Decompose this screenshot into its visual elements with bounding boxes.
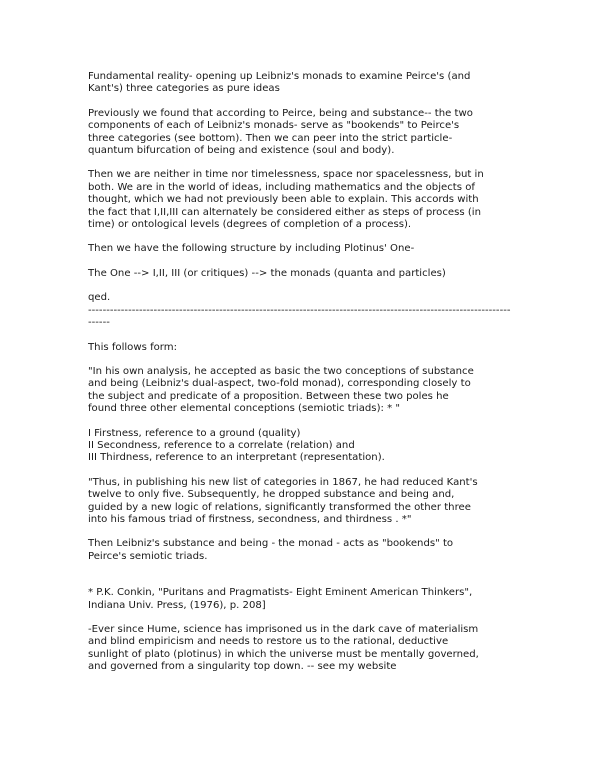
paragraph-hume: -Ever since Hume, science has imprisoned us in the dark cave of materialism and blind empiricism and needs to restore us to the rational, deductive sunlight of plato (plotinus) in which the universe must be mentally governed, and governed from a singularity top down. -- see my website [88,624,479,673]
dashed-divider: -------------------------------------------------------------------------------------------------------------------- ------ [88,304,511,329]
paragraph-qed: qed. [88,292,111,304]
paragraph-the-one: The One --> I,II, III (or critiques) --> the monads (quanta and particles) [88,267,446,279]
categories-list: I Firstness, reference to a ground (quality) II Secondness, reference to a correlate (relation) and III Thirdness, reference to an interpretant (representation). [88,427,385,464]
footnote-citation: * P.K. Conkin, "Puritans and Pragmatists- Eight Eminent American Thinkers", Indiana Univ. Press, (1976), p. 208] [88,587,473,611]
paragraph-monad-bookends: Then Leibniz's substance and being - the monad - acts as "bookends" to Peirce's semiotic triads. [88,538,454,562]
document-page [88,71,518,674]
quote-analysis: "In his own analysis, he accepted as basic the two conceptions of substance and being (Leibniz's dual-aspect, two-fold monad), corresponding closely to the subject and predicate of a proposition. Between these two poles he found three other elemental conceptions (semiotic triads): * " [88,365,474,415]
document-title: Fundamental reality- opening up Leibniz's monads to examine Peirce's (and Kant's) three categories as pure ideas [88,71,471,95]
paragraph-time-timelessness: Then we are neither in time nor timelessness, space nor spacelessness, but in both. We are in the world of ideas, including mathematics and the objects of thought, which we had not previously been able to explain. This accords with the fact that I,II,III can alternately be considered either as steps of process (in time) or ontological levels (degrees of completion of a process). [88,169,484,231]
quote-categories-1867: "Thus, in publishing his new list of categories in 1867, he had reduced Kant's twelve to only five. Subsequently, he dropped substance and being and, guided by a new logic of relations, significantly transformed the other three into his famous triad of firstness, secondness, and thirdness . *" [88,476,478,525]
paragraph-follows-form: This follows form: [88,341,178,353]
paragraph-bookends: Previously we found that according to Peirce, being and substance-- the two components of each of Leibniz's monads- serve as "bookends" to Peirce's three categories (see bottom). Then we can peer into the strict particle- quantum bifurcation of being and existence (soul and body). [88,107,473,157]
paragraph-structure-intro: Then we have the following structure by including Plotinus' One- [88,243,415,255]
